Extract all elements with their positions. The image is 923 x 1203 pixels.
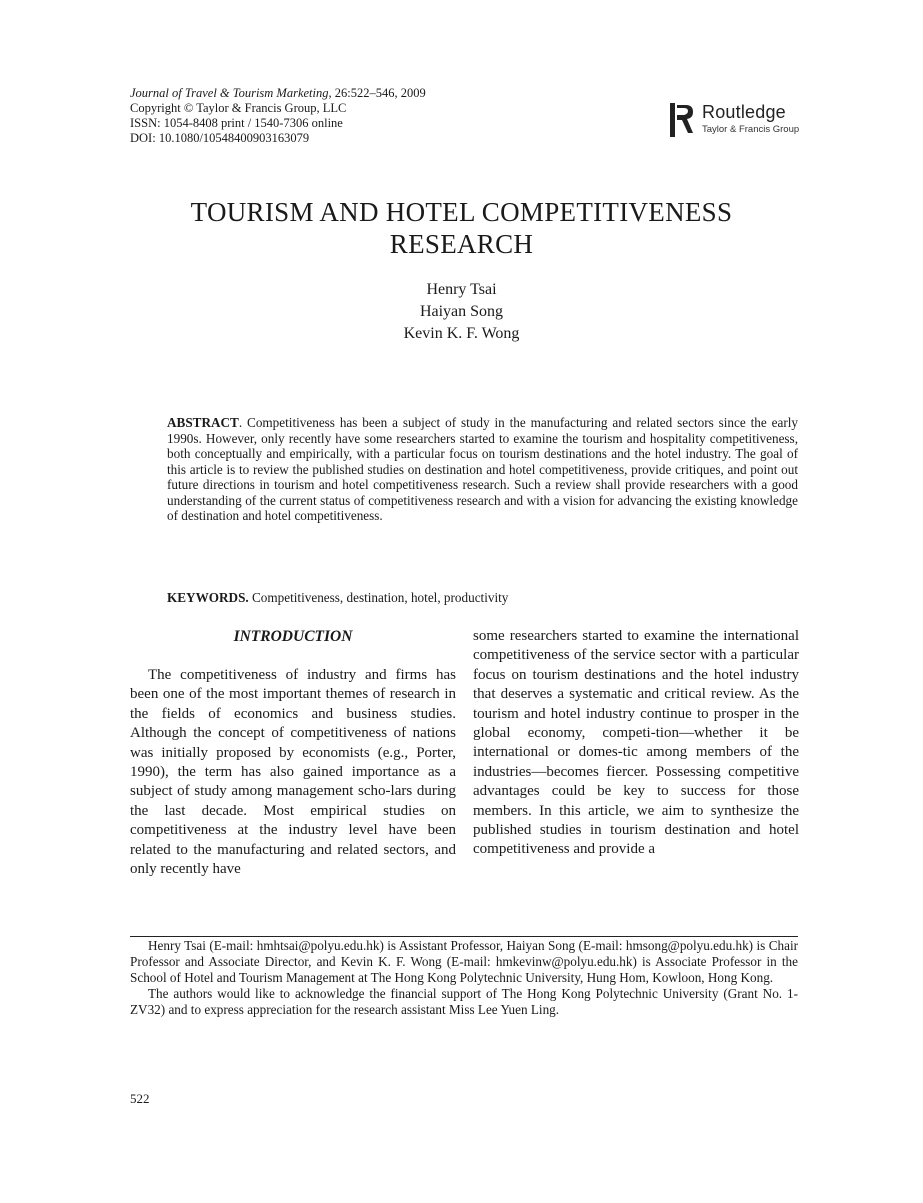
keywords — [167, 590, 798, 606]
publisher-name: Routledge — [702, 102, 786, 122]
keywords-text: Competitiveness, destination, hotel, productivity — [248, 590, 509, 605]
page-number: 522 — [130, 1091, 150, 1106]
journal-name: Journal of Travel & Tourism Marketing — [130, 86, 329, 100]
author-name: Kevin K. F. Wong — [403, 325, 520, 342]
article-title — [0, 196, 923, 260]
abstract-label: ABSTRACT — [167, 415, 239, 430]
journal-volume-pages: , 26:522–546, 2009 — [328, 86, 426, 100]
routledge-logo-icon — [662, 100, 696, 140]
footnote-divider — [130, 936, 798, 937]
author-name: Haiyan Song — [419, 303, 504, 320]
body-paragraph: some researchers started to examine the international competitiveness of the service sector with a particular focus on tourism destinations and the hotel industry that deserves a systematic and critical review. As the tourism and hotel industry continue to prosper in the global economy, competi-tion—whether it be international or domes-tic among members of the industries—becomes fiercer. Possessing competitive advantages could be key to success for those members. In this article, we aim to synthesize the published studies in tourism destination and hotel competitiveness and provide a — [473, 628, 799, 858]
footnotes — [130, 938, 798, 1018]
body-paragraph: The competitiveness of industry and firms has been one of the most important themes of research in the fields of economics and business studies. Although the concept of competitiveness of nations was initially proposed by economists (e.g., Porter, 1990), the term has also gained importance as a subject of study among management scho-lars during the last decade. Most empirical studies on competitiveness at the industry level have been related to the manufacturing and related sectors, and only recently have — [130, 667, 456, 878]
acknowledgement-note: The authors would like to acknowledge the financial support of The Hong Kong Polytechnic University (Grant No. 1-ZV32) and to express appreciation for the research assistant Miss Lee Yuen Ling. — [130, 986, 798, 1017]
abstract — [167, 415, 798, 524]
keywords-label: KEYWORDS. — [167, 590, 249, 605]
publisher-group: Taylor & Francis Group — [702, 124, 800, 135]
author-affiliation-note: Henry Tsai (E-mail: hmhtsai@polyu.edu.hk) is Assistant Professor, Haiyan Song (E-mail: hmsong@polyu.edu.hk) is Chair Professor and Associate Director, and Kevin K. F. Wong (E-mail: hmkevinw@polyu.edu.hk) is Associate Professor in the School of Hotel and Tourism Management at The Hong Kong Polytechnic University, Hung Hom, Kowloon, Hong Kong. — [130, 938, 798, 985]
article-title-line-1: TOURISM AND HOTEL COMPETITIVENESS — [190, 197, 733, 227]
copyright-line: Copyright © Taylor & Francis Group, LLC — [130, 101, 347, 115]
abstract-text: . Competitiveness has been a subject of study in the manufacturing and related sectors since the early 1990s. However, only recently have some researchers started to examine the tourism and hospitality competitiveness, both conceptually and empirically, with a particular focus on tourism destinations and the hotel industry. The goal of this article is to review the published studies on destination and hotel competitiveness, provide critiques, and point out future directions in tourism and hotel competitiveness research. Such a review shall provide researchers with a good understanding of the current status of competitiveness research and with a vision for advancing the existing knowledge of destination and hotel competitiveness. — [167, 415, 798, 523]
doi-line: DOI: 10.1080/10548400903163079 — [130, 131, 310, 145]
body-column-left — [130, 627, 456, 879]
author-name: Henry Tsai — [426, 281, 497, 298]
publisher-logo — [662, 100, 812, 142]
section-heading: INTRODUCTION — [233, 628, 353, 645]
issn-line: ISSN: 1054-8408 print / 1540-7306 online — [130, 116, 343, 130]
journal-metadata — [130, 86, 426, 146]
journal-citation — [130, 86, 426, 101]
body-column-right — [473, 627, 799, 860]
article-title-line-2: RESEARCH — [389, 229, 534, 259]
author-list — [0, 279, 923, 345]
